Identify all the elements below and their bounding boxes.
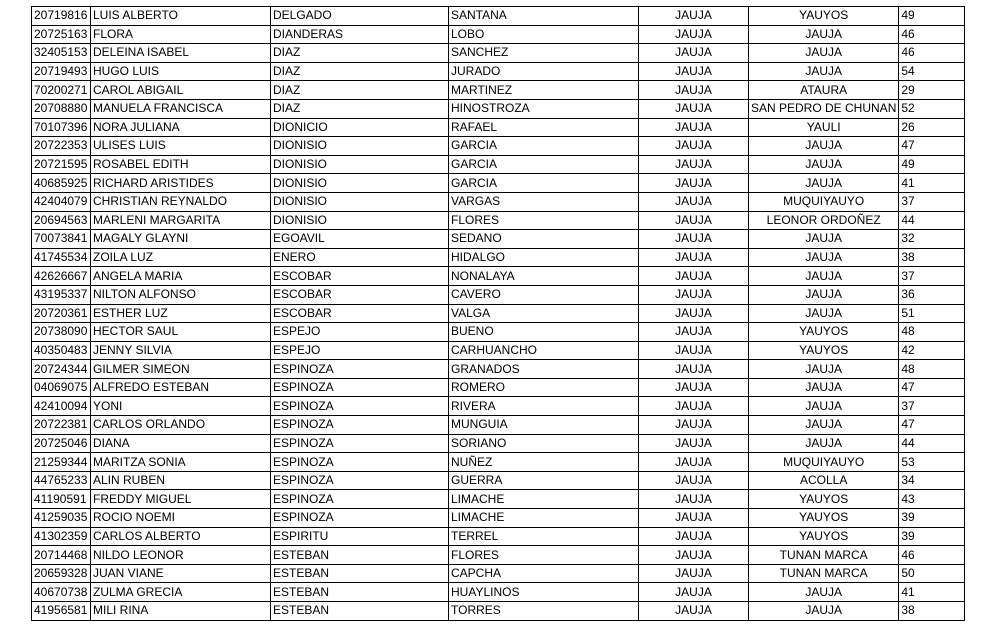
district-cell: YAUYOS bbox=[749, 490, 899, 509]
dni-cell: 20722353 bbox=[32, 137, 91, 156]
district-cell: YAUYOS bbox=[749, 7, 899, 26]
table-row bbox=[32, 248, 965, 267]
given-names-cell: MAGALY GLAYNI bbox=[91, 230, 271, 249]
district-cell: YAULI bbox=[749, 118, 899, 137]
province-cell: JAUJA bbox=[639, 62, 749, 81]
province-cell: JAUJA bbox=[639, 304, 749, 323]
maternal-surname-cell: HIDALGO bbox=[449, 248, 639, 267]
paternal-surname-cell: DIONISIO bbox=[271, 192, 449, 211]
district-cell: JAUJA bbox=[749, 230, 899, 249]
province-cell: JAUJA bbox=[639, 416, 749, 435]
province-cell: JAUJA bbox=[639, 509, 749, 528]
age-cell: 41 bbox=[899, 583, 965, 602]
dni-cell: 41190591 bbox=[32, 490, 91, 509]
maternal-surname-cell: GARCIA bbox=[449, 137, 639, 156]
dni-cell: 20722381 bbox=[32, 416, 91, 435]
province-cell: JAUJA bbox=[639, 397, 749, 416]
district-cell: JAUJA bbox=[749, 174, 899, 193]
age-cell: 37 bbox=[899, 397, 965, 416]
district-cell: YAUYOS bbox=[749, 341, 899, 360]
dni-cell: 20694563 bbox=[32, 211, 91, 230]
province-cell: JAUJA bbox=[639, 99, 749, 118]
maternal-surname-cell: HUAYLINOS bbox=[449, 583, 639, 602]
table-row bbox=[32, 397, 965, 416]
dni-cell: 20720361 bbox=[32, 304, 91, 323]
table-row bbox=[32, 602, 965, 621]
table-row bbox=[32, 360, 965, 379]
district-cell: JAUJA bbox=[749, 267, 899, 286]
table-row bbox=[32, 583, 965, 602]
given-names-cell: NORA JULIANA bbox=[91, 118, 271, 137]
paternal-surname-cell: ESPIRITU bbox=[271, 527, 449, 546]
maternal-surname-cell: RAFAEL bbox=[449, 118, 639, 137]
table-row bbox=[32, 564, 965, 583]
paternal-surname-cell: ESTEBAN bbox=[271, 602, 449, 621]
maternal-surname-cell: MARTINEZ bbox=[449, 81, 639, 100]
dni-cell: 20725163 bbox=[32, 25, 91, 44]
paternal-surname-cell: ESTEBAN bbox=[271, 583, 449, 602]
district-cell: JAUJA bbox=[749, 44, 899, 63]
dni-cell: 20719493 bbox=[32, 62, 91, 81]
maternal-surname-cell: RIVERA bbox=[449, 397, 639, 416]
table-row bbox=[32, 527, 965, 546]
table-row bbox=[32, 25, 965, 44]
dni-cell: 42404079 bbox=[32, 192, 91, 211]
table-row bbox=[32, 155, 965, 174]
district-cell: YAUYOS bbox=[749, 323, 899, 342]
province-cell: JAUJA bbox=[639, 267, 749, 286]
province-cell: JAUJA bbox=[639, 44, 749, 63]
district-cell: LEONOR ORDOÑEZ bbox=[749, 211, 899, 230]
district-cell: JAUJA bbox=[749, 378, 899, 397]
table-row bbox=[32, 267, 965, 286]
paternal-surname-cell: DIAZ bbox=[271, 99, 449, 118]
paternal-surname-cell: ESPINOZA bbox=[271, 416, 449, 435]
paternal-surname-cell: DIONICIO bbox=[271, 118, 449, 137]
paternal-surname-cell: ESCOBAR bbox=[271, 304, 449, 323]
dni-cell: 20714468 bbox=[32, 546, 91, 565]
maternal-surname-cell: HINOSTROZA bbox=[449, 99, 639, 118]
maternal-surname-cell: CARHUANCHO bbox=[449, 341, 639, 360]
table-row bbox=[32, 509, 965, 528]
province-cell: JAUJA bbox=[639, 323, 749, 342]
age-cell: 49 bbox=[899, 155, 965, 174]
paternal-surname-cell: DIONISIO bbox=[271, 211, 449, 230]
given-names-cell: GILMER SIMEON bbox=[91, 360, 271, 379]
province-cell: JAUJA bbox=[639, 564, 749, 583]
district-cell: JAUJA bbox=[749, 62, 899, 81]
district-cell: JAUJA bbox=[749, 583, 899, 602]
maternal-surname-cell: GARCIA bbox=[449, 174, 639, 193]
age-cell: 54 bbox=[899, 62, 965, 81]
age-cell: 44 bbox=[899, 211, 965, 230]
age-cell: 49 bbox=[899, 7, 965, 26]
district-cell: JAUJA bbox=[749, 155, 899, 174]
maternal-surname-cell: GRANADOS bbox=[449, 360, 639, 379]
maternal-surname-cell: JURADO bbox=[449, 62, 639, 81]
given-names-cell: YONI bbox=[91, 397, 271, 416]
district-cell: YAUYOS bbox=[749, 527, 899, 546]
age-cell: 39 bbox=[899, 509, 965, 528]
table-row bbox=[32, 211, 965, 230]
dni-cell: 20708880 bbox=[32, 99, 91, 118]
table-row bbox=[32, 118, 965, 137]
district-cell: MUQUIYAUYO bbox=[749, 192, 899, 211]
paternal-surname-cell: ESPINOZA bbox=[271, 490, 449, 509]
district-cell: JAUJA bbox=[749, 434, 899, 453]
dni-cell: 32405153 bbox=[32, 44, 91, 63]
district-cell: JAUJA bbox=[749, 397, 899, 416]
given-names-cell: ANGELA MARIA bbox=[91, 267, 271, 286]
dni-cell: 41956581 bbox=[32, 602, 91, 621]
province-cell: JAUJA bbox=[639, 527, 749, 546]
given-names-cell: ULISES LUIS bbox=[91, 137, 271, 156]
province-cell: JAUJA bbox=[639, 211, 749, 230]
age-cell: 50 bbox=[899, 564, 965, 583]
age-cell: 48 bbox=[899, 360, 965, 379]
dni-cell: 20725046 bbox=[32, 434, 91, 453]
given-names-cell: CAROL ABIGAIL bbox=[91, 81, 271, 100]
table-row bbox=[32, 44, 965, 63]
given-names-cell: RICHARD ARISTIDES bbox=[91, 174, 271, 193]
table-row bbox=[32, 81, 965, 100]
paternal-surname-cell: ESTEBAN bbox=[271, 564, 449, 583]
paternal-surname-cell: DIAZ bbox=[271, 62, 449, 81]
table-row bbox=[32, 7, 965, 26]
paternal-surname-cell: DIANDERAS bbox=[271, 25, 449, 44]
dni-cell: 70200271 bbox=[32, 81, 91, 100]
paternal-surname-cell: ESPINOZA bbox=[271, 434, 449, 453]
maternal-surname-cell: NUÑEZ bbox=[449, 453, 639, 472]
table-row bbox=[32, 99, 965, 118]
maternal-surname-cell: GARCIA bbox=[449, 155, 639, 174]
paternal-surname-cell: ESPINOZA bbox=[271, 397, 449, 416]
dni-cell: 41259035 bbox=[32, 509, 91, 528]
district-cell: ACOLLA bbox=[749, 471, 899, 490]
given-names-cell: MARITZA SONIA bbox=[91, 453, 271, 472]
age-cell: 34 bbox=[899, 471, 965, 490]
given-names-cell: MARLENI MARGARITA bbox=[91, 211, 271, 230]
age-cell: 36 bbox=[899, 285, 965, 304]
maternal-surname-cell: SEDANO bbox=[449, 230, 639, 249]
district-cell: TUNAN MARCA bbox=[749, 546, 899, 565]
paternal-surname-cell: DIONISIO bbox=[271, 137, 449, 156]
province-cell: JAUJA bbox=[639, 155, 749, 174]
district-cell: MUQUIYAUYO bbox=[749, 453, 899, 472]
province-cell: JAUJA bbox=[639, 360, 749, 379]
table-row bbox=[32, 490, 965, 509]
district-cell: ATAURA bbox=[749, 81, 899, 100]
given-names-cell: ESTHER LUZ bbox=[91, 304, 271, 323]
dni-cell: 20659328 bbox=[32, 564, 91, 583]
given-names-cell: CHRISTIAN REYNALDO bbox=[91, 192, 271, 211]
province-cell: JAUJA bbox=[639, 174, 749, 193]
age-cell: 37 bbox=[899, 192, 965, 211]
age-cell: 26 bbox=[899, 118, 965, 137]
given-names-cell: CARLOS ORLANDO bbox=[91, 416, 271, 435]
age-cell: 47 bbox=[899, 378, 965, 397]
given-names-cell: FLORA bbox=[91, 25, 271, 44]
given-names-cell: MILI RINA bbox=[91, 602, 271, 621]
paternal-surname-cell: DIAZ bbox=[271, 81, 449, 100]
dni-cell: 41745534 bbox=[32, 248, 91, 267]
table-row bbox=[32, 323, 965, 342]
table-row bbox=[32, 62, 965, 81]
table-row bbox=[32, 304, 965, 323]
table-row bbox=[32, 378, 965, 397]
maternal-surname-cell: SORIANO bbox=[449, 434, 639, 453]
age-cell: 38 bbox=[899, 602, 965, 621]
dni-cell: 21259344 bbox=[32, 453, 91, 472]
dni-cell: 70107396 bbox=[32, 118, 91, 137]
given-names-cell: JUAN VIANE bbox=[91, 564, 271, 583]
maternal-surname-cell: SANCHEZ bbox=[449, 44, 639, 63]
district-cell: JAUJA bbox=[749, 304, 899, 323]
maternal-surname-cell: FLORES bbox=[449, 546, 639, 565]
table-row bbox=[32, 285, 965, 304]
given-names-cell: ROCIO NOEMI bbox=[91, 509, 271, 528]
maternal-surname-cell: SANTANA bbox=[449, 7, 639, 26]
maternal-surname-cell: BUENO bbox=[449, 323, 639, 342]
district-cell: JAUJA bbox=[749, 25, 899, 44]
province-cell: JAUJA bbox=[639, 230, 749, 249]
maternal-surname-cell: VARGAS bbox=[449, 192, 639, 211]
district-cell: JAUJA bbox=[749, 137, 899, 156]
maternal-surname-cell: LIMACHE bbox=[449, 509, 639, 528]
table-row bbox=[32, 137, 965, 156]
paternal-surname-cell: ESCOBAR bbox=[271, 285, 449, 304]
province-cell: JAUJA bbox=[639, 7, 749, 26]
paternal-surname-cell: ESPEJO bbox=[271, 341, 449, 360]
maternal-surname-cell: LOBO bbox=[449, 25, 639, 44]
dni-cell: 20738090 bbox=[32, 323, 91, 342]
province-cell: JAUJA bbox=[639, 285, 749, 304]
given-names-cell: ZOILA LUZ bbox=[91, 248, 271, 267]
district-cell: JAUJA bbox=[749, 285, 899, 304]
table-row bbox=[32, 192, 965, 211]
age-cell: 32 bbox=[899, 230, 965, 249]
maternal-surname-cell: TERREL bbox=[449, 527, 639, 546]
maternal-surname-cell: GUERRA bbox=[449, 471, 639, 490]
province-cell: JAUJA bbox=[639, 81, 749, 100]
given-names-cell: ROSABEL EDITH bbox=[91, 155, 271, 174]
maternal-surname-cell: CAVERO bbox=[449, 285, 639, 304]
age-cell: 39 bbox=[899, 527, 965, 546]
paternal-surname-cell: ENERO bbox=[271, 248, 449, 267]
province-cell: JAUJA bbox=[639, 378, 749, 397]
given-names-cell: FREDDY MIGUEL bbox=[91, 490, 271, 509]
province-cell: JAUJA bbox=[639, 453, 749, 472]
maternal-surname-cell: MUNGUIA bbox=[449, 416, 639, 435]
given-names-cell: NILTON ALFONSO bbox=[91, 285, 271, 304]
age-cell: 37 bbox=[899, 267, 965, 286]
province-cell: JAUJA bbox=[639, 471, 749, 490]
table-row bbox=[32, 174, 965, 193]
district-cell: TUNAN MARCA bbox=[749, 564, 899, 583]
given-names-cell: ZULMA GRECIA bbox=[91, 583, 271, 602]
dni-cell: 44765233 bbox=[32, 471, 91, 490]
given-names-cell: CARLOS ALBERTO bbox=[91, 527, 271, 546]
given-names-cell: ALFREDO ESTEBAN bbox=[91, 378, 271, 397]
table-row bbox=[32, 434, 965, 453]
age-cell: 44 bbox=[899, 434, 965, 453]
table-row bbox=[32, 416, 965, 435]
given-names-cell: LUIS ALBERTO bbox=[91, 7, 271, 26]
dni-cell: 42626667 bbox=[32, 267, 91, 286]
age-cell: 41 bbox=[899, 174, 965, 193]
maternal-surname-cell: NONALAYA bbox=[449, 267, 639, 286]
age-cell: 46 bbox=[899, 25, 965, 44]
paternal-surname-cell: ESPINOZA bbox=[271, 471, 449, 490]
records-table bbox=[31, 6, 965, 621]
table-row bbox=[32, 453, 965, 472]
age-cell: 43 bbox=[899, 490, 965, 509]
paternal-surname-cell: DIONISIO bbox=[271, 155, 449, 174]
province-cell: JAUJA bbox=[639, 25, 749, 44]
dni-cell: 41302359 bbox=[32, 527, 91, 546]
table-row bbox=[32, 471, 965, 490]
maternal-surname-cell: ROMERO bbox=[449, 378, 639, 397]
paternal-surname-cell: ESCOBAR bbox=[271, 267, 449, 286]
table-row bbox=[32, 230, 965, 249]
maternal-surname-cell: VALGA bbox=[449, 304, 639, 323]
paternal-surname-cell: ESPINOZA bbox=[271, 453, 449, 472]
paternal-surname-cell: ESPEJO bbox=[271, 323, 449, 342]
paternal-surname-cell: DIAZ bbox=[271, 44, 449, 63]
dni-cell: 20721595 bbox=[32, 155, 91, 174]
district-cell: SAN PEDRO DE CHUNAN bbox=[749, 99, 899, 118]
paternal-surname-cell: ESPINOZA bbox=[271, 509, 449, 528]
district-cell: JAUJA bbox=[749, 416, 899, 435]
age-cell: 29 bbox=[899, 81, 965, 100]
maternal-surname-cell: TORRES bbox=[449, 602, 639, 621]
dni-cell: 42410094 bbox=[32, 397, 91, 416]
province-cell: JAUJA bbox=[639, 434, 749, 453]
given-names-cell: ALIN RUBEN bbox=[91, 471, 271, 490]
given-names-cell: JENNY SILVIA bbox=[91, 341, 271, 360]
age-cell: 46 bbox=[899, 546, 965, 565]
maternal-surname-cell: LIMACHE bbox=[449, 490, 639, 509]
table-row bbox=[32, 341, 965, 360]
table-row bbox=[32, 546, 965, 565]
province-cell: JAUJA bbox=[639, 192, 749, 211]
dni-cell: 04069075 bbox=[32, 378, 91, 397]
dni-cell: 43195337 bbox=[32, 285, 91, 304]
paternal-surname-cell: ESPINOZA bbox=[271, 378, 449, 397]
given-names-cell: DELEINA ISABEL bbox=[91, 44, 271, 63]
maternal-surname-cell: CAPCHA bbox=[449, 564, 639, 583]
dni-cell: 40685925 bbox=[32, 174, 91, 193]
district-cell: YAUYOS bbox=[749, 509, 899, 528]
age-cell: 42 bbox=[899, 341, 965, 360]
district-cell: JAUJA bbox=[749, 602, 899, 621]
age-cell: 46 bbox=[899, 44, 965, 63]
dni-cell: 40670738 bbox=[32, 583, 91, 602]
maternal-surname-cell: FLORES bbox=[449, 211, 639, 230]
given-names-cell: HUGO LUIS bbox=[91, 62, 271, 81]
dni-cell: 20724344 bbox=[32, 360, 91, 379]
province-cell: JAUJA bbox=[639, 248, 749, 267]
given-names-cell: MANUELA FRANCISCA bbox=[91, 99, 271, 118]
paternal-surname-cell: ESPINOZA bbox=[271, 360, 449, 379]
province-cell: JAUJA bbox=[639, 546, 749, 565]
province-cell: JAUJA bbox=[639, 490, 749, 509]
province-cell: JAUJA bbox=[639, 137, 749, 156]
paternal-surname-cell: ESTEBAN bbox=[271, 546, 449, 565]
province-cell: JAUJA bbox=[639, 602, 749, 621]
district-cell: JAUJA bbox=[749, 360, 899, 379]
given-names-cell: NILDO LEONOR bbox=[91, 546, 271, 565]
age-cell: 48 bbox=[899, 323, 965, 342]
given-names-cell: HECTOR SAUL bbox=[91, 323, 271, 342]
dni-cell: 70073841 bbox=[32, 230, 91, 249]
age-cell: 47 bbox=[899, 416, 965, 435]
age-cell: 53 bbox=[899, 453, 965, 472]
dni-cell: 40350483 bbox=[32, 341, 91, 360]
district-cell: JAUJA bbox=[749, 248, 899, 267]
province-cell: JAUJA bbox=[639, 118, 749, 137]
age-cell: 47 bbox=[899, 137, 965, 156]
paternal-surname-cell: DELGADO bbox=[271, 7, 449, 26]
province-cell: JAUJA bbox=[639, 583, 749, 602]
age-cell: 52 bbox=[899, 99, 965, 118]
records-body bbox=[32, 7, 965, 621]
province-cell: JAUJA bbox=[639, 341, 749, 360]
paternal-surname-cell: EGOAVIL bbox=[271, 230, 449, 249]
paternal-surname-cell: DIONISIO bbox=[271, 174, 449, 193]
given-names-cell: DIANA bbox=[91, 434, 271, 453]
age-cell: 38 bbox=[899, 248, 965, 267]
dni-cell: 20719816 bbox=[32, 7, 91, 26]
age-cell: 51 bbox=[899, 304, 965, 323]
